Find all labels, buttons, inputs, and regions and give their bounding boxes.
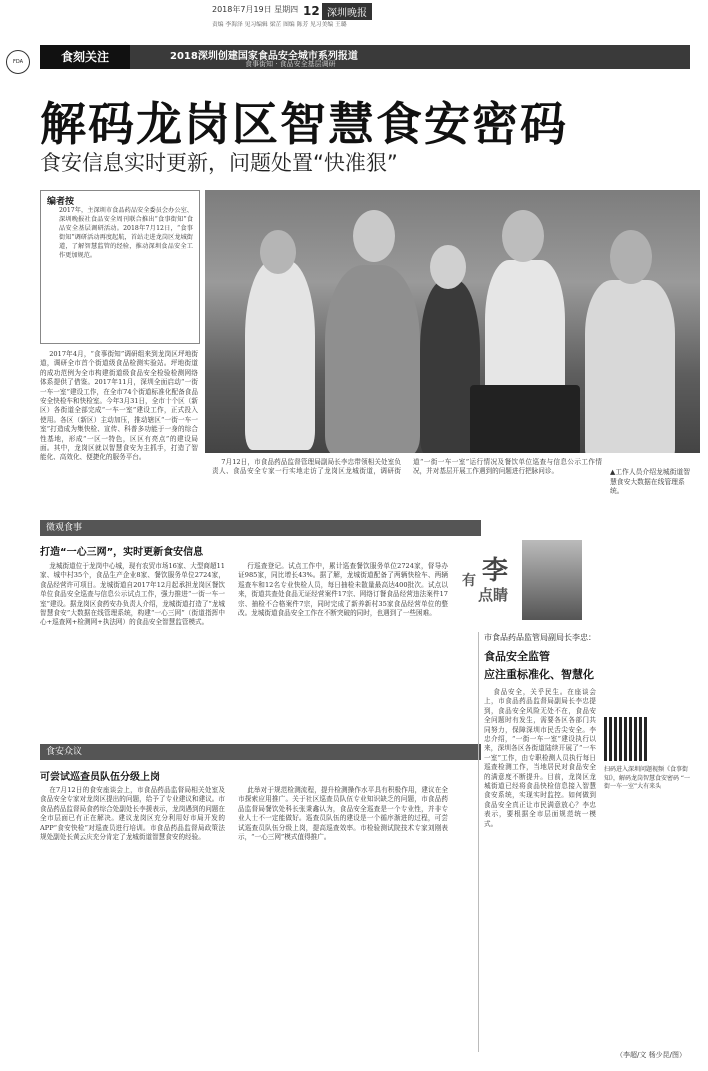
section1-paragraph: 龙城街道位于龙岗中心城，现有农贸市场16家、大型商超11家、城中村35个，食品生产企业8家、餐饮服务单位2724家，食品经营许可项目。龙城街道自2017年12月起承担龙岗区餐饮单位食品安全巡查与信息公示试点工作，强力推进“一街一车一室”建设。据龙岗区食药安办负责人介绍，龙城街道打造了“龙城智慧食安”大数据在线管理系统，构建“一心三网”（街道指挥中心+巡查网+检测网+执法网）的食品安全智慧监管模式。 <box>40 562 225 627</box>
qr-code[interactable] <box>604 717 648 761</box>
section-header-opinion: 食安众议 <box>40 744 481 760</box>
interview-byline: 市食品药品监管局副局长李忠： <box>484 633 596 642</box>
kicker-dianjing: 点睛 <box>478 586 509 604</box>
page-subtitle: 食安信息实时更新，问题处置“快准狠” <box>40 151 398 175</box>
section1-column-2 <box>238 562 448 618</box>
intro-paragraph: 2017年4月，“食事街知”调研组来到龙岗区坪地街道，调研全市首个街道级食品检测实验站。坪地街道的成功范例为全市构建街道级食品安全检验检测网络体系提供了借鉴。2017年11月，深圳全面启动“一街一车一室”建设工作，在全市74个街道标准化配备食品安全快检车和快检室。今年3月31日，全市十个区（新区）各街道全部完成“一车一室”建设工作，正式投入使用。各区（新区）主动加压，推动辖区“一街一车一室”打造成为集快检、宣传、科普多功能于一身的综合性基地，形成“一区一特色，区区有亮点”的建设局面。其中，龙岗区就以智慧食安为主抓手，打造了智能化、高效化、便捷化的服务平台。 <box>40 350 198 462</box>
kicker-you: 有 <box>462 573 476 589</box>
fda-seal: FDA <box>6 50 30 74</box>
masthead-credits: 责编 李海泽 见习编辑 梁芷 图编 陈芳 见习美编 王璐 <box>212 22 347 28</box>
qr-caption: 扫码进入深圳问题视频《食事街知》，解码龙岗智慧食安密码 “一街一车一室”大有来头 <box>604 766 691 790</box>
page-title: 解码龙岗区智慧食安密码 <box>40 97 568 151</box>
masthead-date: 2018年7月19日 星期四 <box>212 5 299 14</box>
editor-note-text: 2017年，主深圳市食品药品安全委员会办公室、深圳晚报社食品安全周刊联合推出“食事街知”食品安全基层调研活动。2018年7月12日，“食事街知”调研活动再度起航，首站走进龙岗区龙城街道，了解智慧监管的经验，推动深圳食品安全工作更加规范。 <box>59 207 193 259</box>
intro-column-2 <box>212 458 602 477</box>
news-photo <box>205 190 700 453</box>
section1-title: 打造“一心三网”，实时更新食安信息 <box>40 547 204 558</box>
section1-column-1 <box>40 562 225 628</box>
interview-paragraph: 食品安全，关乎民生。在座谈会上，市食品药品监督局副局长李忠提到，食品安全风险无处不在，食品安全问题时有发生，需要各区各部门共同努力，保障深圳市民舌尖安全。李忠介绍，“一街一车一室”建设执行以来，深圳各区各街道陆续开展了“一车一室”工作，由专职检测人员执行每日巡查检测工作，当地居民对食品安全的满意度不断提升。目前，龙岗区龙城街道已经将食品快检信息接入智慧食安系统，实现实时监控。如何做到食品安全真正让市民满意放心？李忠表示，要根据全市层面规范统一模式。 <box>484 688 596 828</box>
section2-title: 可尝试巡查员队伍分级上岗 <box>40 772 160 783</box>
section2-paragraph: 在7月12日的食安座谈会上，市食品药品监督局相关处室及食品安全专家对龙岗区提出的问题，给予了专业建议和建议。市食品药品监督局食药综合处副处长李援表示，龙岗遇到的问题在全市层面已有正在解决。建议龙岗区充分利用好市局开发的APP“食安快检”对巡查员进行培训。市食品药品监督局政策法规处副处长黄云庆充分肯定了龙城街道智慧食安的经验。 <box>40 786 225 842</box>
section-band <box>40 45 690 69</box>
section1-paragraph-2: 行巡查登记。试点工作中，累计巡查餐饮服务单位2724家，督导办证985家，同比增长43%。据了解，龙城街道配备了两辆快检车、两辆巡查车和12名专业快检人员，每日抽检未散量最高达400批次。试点以来，街道共查处食品无证经营案件17宗、网络订餐食品经营违法案件17宗、抽检不合格案件7宗，同时完成了新养新村35家食品经营单位的整改。龙城街道食品安全工作在不断突破的同时，也遇到了一些困难。 <box>238 562 448 618</box>
section-header-micro: 微观食事 <box>40 520 481 536</box>
column-divider <box>478 632 479 1052</box>
section2-column-2 <box>238 786 448 842</box>
masthead <box>0 0 708 36</box>
section-badge: 食刻关注 <box>40 45 130 69</box>
kicker-li: 李 <box>482 556 509 586</box>
editor-note-label: 编者按 <box>47 197 75 207</box>
column-title: 食事街知 · 食品安全基层调研 <box>245 60 336 68</box>
interview-title-2: 应注重标准化、智慧化 <box>484 668 594 681</box>
section2-paragraph-2: 此举对于规范检测流程，提升检测操作水平具有积极作用，建议在全市探索应用推广。关于社区巡查员队伍专业知识缺乏的问题，市食品药品监督局餐饮处科长张秉鑫认为，食品安全巡查是一个专业性，并非专业人士不一定能做好。巡查员队伍的建设是一个循序渐进的过程，可尝试巡查员队伍分级上岗，提高巡查效率。市检验测试院技术专家刘刚表示，“一心三网”模式值得推广。 <box>238 786 448 842</box>
interview-body <box>484 688 596 829</box>
series-title: 2018深圳创建国家食品安全城市系列报道 <box>170 51 358 62</box>
editor-note <box>40 190 200 344</box>
intro-paragraph-2: 7月12日，市食品药品监督管理局副局长李忠带领相关处室负责人、食品安全专家一行实地走访了龙岗区龙城街道，调研街道“一街一车一室”运行情况及餐饮单位巡查与信息公示工作情况，并对基层开展工作遇到的问题进行把脉问诊。 <box>212 458 602 476</box>
official-portrait <box>522 540 582 620</box>
photo-caption: ▲工作人员介绍龙城街道智慧食安大数据在线管理系统。 <box>610 468 690 495</box>
interview-title-1: 食品安全监管 <box>484 650 550 663</box>
paper-logo: 深圳晚报 <box>322 3 372 20</box>
page-number: 12 <box>303 4 320 18</box>
intro-column-1 <box>40 350 198 463</box>
section2-column-1 <box>40 786 225 842</box>
article-sign: （李超/文 杨少昆/图） <box>616 1051 686 1059</box>
